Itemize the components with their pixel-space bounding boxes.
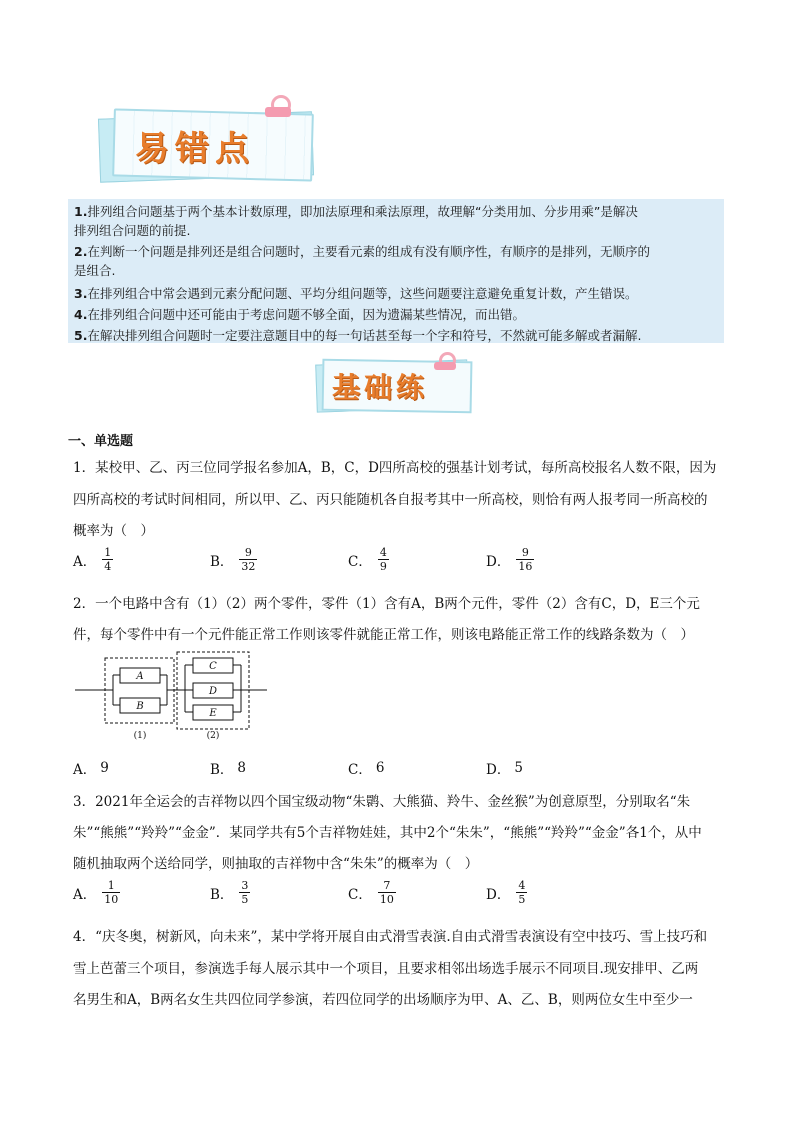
key-point-line: 1.排列组合问题基于两个基本计数原理，即加法原理和乘法原理，故理解“分类用加、分步用乘”是解决 (74, 204, 638, 219)
q1-option-a: A． $\frac{1}{4}$ (73, 546, 112, 573)
banner-title: 基础练 (332, 371, 429, 404)
question-4-line: 4．“庆冬奥，树新风，向未来”，某中学将开展自由式滑雪表演.自由式滑雪表演设有空中技巧、雪上技巧和 (73, 929, 708, 945)
circuit-diagram (75, 650, 267, 742)
key-point-line: 排列组合问题的前提. (74, 223, 191, 238)
q2-option-a: A． 9 (73, 760, 109, 778)
label-b: B (136, 701, 144, 712)
banner-basic-practice (316, 358, 474, 412)
q3-option-a: A． $\frac{1}{10}$ (73, 879, 119, 906)
key-points-box (68, 199, 724, 343)
part-1-label: (1) (133, 731, 147, 741)
q3-option-d: D． $\frac{4}{5}$ (486, 879, 526, 906)
q1-option-d: D． $\frac{9}{16}$ (486, 546, 533, 573)
question-4-line: 名男生和A，B两名女生共四位同学参演，若四位同学的出场顺序为甲、A、乙、B，则两位女生中至少一 (73, 992, 693, 1008)
part-2-label: (2) (206, 731, 220, 741)
q1-option-c: C． $\frac{4}{9}$ (348, 546, 387, 573)
question-3-line: 随机抽取两个送给同学，则抽取的吉祥物中含“朱朱”的概率为（ ） (73, 856, 479, 872)
key-point-line: 4.在排列组合问题中还可能由于考虑问题不够全面，因为遗漏某些情况，而出错。 (74, 307, 525, 322)
key-point-line: 2.在判断一个问题是排列还是组合问题时，主要看元素的组成有没有顺序性，有顺序的是排列，无顺序的 (74, 244, 650, 259)
question-2-line: 件，每个零件中有一个元件能正常工作则该零件就能正常工作，则该电路能正常工作的线路条数为（ ） (73, 627, 694, 643)
key-point-line: 3.在排列组合中常会遇到元素分配问题、平均分组问题等，这些问题要注意避免重复计数，产生错误。 (74, 286, 638, 301)
paper-clip-icon (265, 95, 291, 119)
label-a: A (136, 671, 144, 682)
question-3-line: 3．2021年全运会的吉祥物以四个国宝级动物“朱鹮、大熊猫、羚牛、金丝猴”为创意原型，分别取名“朱 (73, 794, 691, 810)
label-c: C (209, 661, 217, 672)
banner-error-points (95, 103, 317, 183)
q1-option-b: B． $\frac{9}{32}$ (210, 546, 256, 573)
q2-option-b: B． 8 (210, 760, 247, 778)
question-1-line: 1．某校甲、乙、丙三位同学报名参加A，B，C，D四所高校的强基计划考试，每所高校报名人数不限，因为 (73, 460, 717, 476)
key-point-line: 5.在解决排列组合问题时一定要注意题目中的每一句话甚至每一个字和符号，不然就可能多解或者漏解. (74, 328, 642, 343)
question-1-line: 四所高校的考试时间相同，所以甲、乙、丙只能随机各自报考其中一所高校，则恰有两人报考同一所高校的 (73, 492, 708, 508)
question-1-line: 概率为（ ） (73, 523, 154, 539)
q2-option-d: D． 5 (486, 760, 523, 778)
question-2-line: 2．一个电路中含有（1）（2）两个零件，零件（1）含有A，B两个元件，零件（2）含有C，D，E三个元 (73, 596, 700, 612)
label-d: D (208, 686, 218, 697)
q2-option-c: C． 6 (348, 760, 385, 778)
paper-clip-icon (434, 352, 456, 372)
question-4-line: 雪上芭蕾三个项目，参演选手每人展示其中一个项目，且要求相邻出场选手展示不同项目.现安排甲、乙两 (73, 961, 699, 977)
question-3-line: 朱”“熊熊”“羚羚”“金金”．某同学共有5个吉祥物娃娃，其中2个“朱朱”，“熊熊”“羚羚”“金金”各1个，从中 (73, 825, 702, 841)
key-point-line: 是组合. (74, 263, 116, 278)
q3-option-c: C． $\frac{7}{10}$ (348, 879, 394, 906)
label-e: E (209, 708, 217, 719)
q3-option-b: B． $\frac{3}{5}$ (210, 879, 249, 906)
banner-title: 易错点 (135, 129, 255, 169)
section-title: 一、单选题 (68, 434, 134, 449)
